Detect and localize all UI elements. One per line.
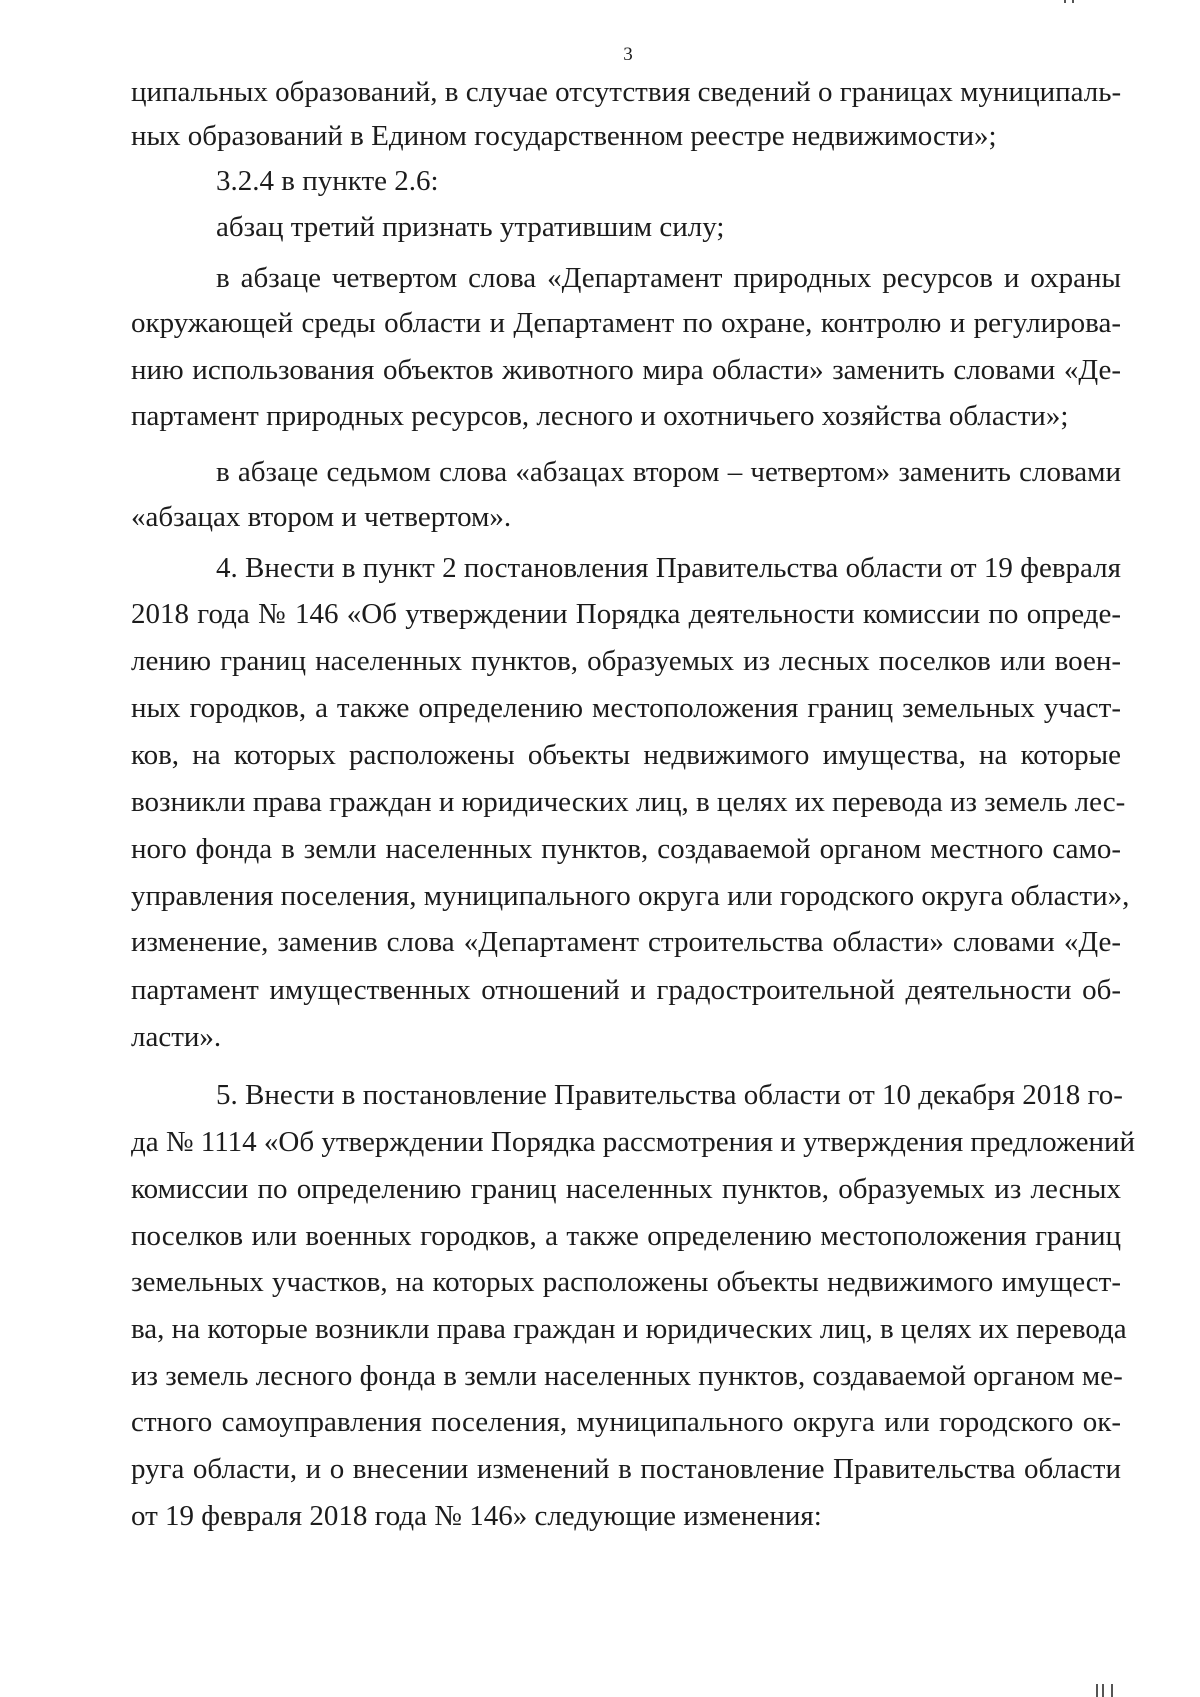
text-line: 4. Внести в пункт 2 постановления Правительства области от 19 февраля	[216, 552, 1121, 584]
text-line: 2018 года № 146 «Об утверждении Порядка деятельности комиссии по опреде-	[131, 598, 1121, 630]
text-line: в абзаце четвертом слова «Департамент природных ресурсов и охраны	[216, 262, 1121, 294]
text-line: стного самоуправления поселения, муниципального округа или городского ок-	[131, 1406, 1121, 1438]
text-line: поселков или военных городков, а также определению местоположения границ	[131, 1220, 1121, 1252]
scan-artifact	[1102, 1684, 1104, 1697]
text-line: да № 1114 «Об утверждении Порядка рассмотрения и утверждения предложений	[131, 1126, 1136, 1158]
text-line: возникли права граждан и юридических лиц, в целях их перевода из земель лес-	[131, 786, 1126, 818]
page-number: 3	[623, 44, 633, 65]
text-line: ков, на которых расположены объекты недвижимого имущества, на которые	[131, 739, 1121, 771]
text-line: ва, на которые возникли права граждан и юридических лиц, в целях их перевода	[131, 1313, 1127, 1345]
text-line: управления поселения, муниципального округа или городского округа области»,	[131, 880, 1130, 912]
text-line: 3.2.4 в пункте 2.6:	[216, 165, 439, 197]
text-line: «абзацах втором и четвертом».	[131, 501, 512, 533]
text-line: ных городков, а также определению местоположения границ земельных участ-	[131, 692, 1121, 724]
text-line: комиссии по определению границ населенных пунктов, образуемых из лесных	[131, 1173, 1121, 1205]
text-line: земельных участков, на которых расположены объекты недвижимого имущест-	[131, 1266, 1121, 1298]
scan-artifact	[1096, 1684, 1098, 1697]
text-line: нию использования объектов животного мира области» заменить словами «Де-	[131, 354, 1121, 386]
text-line: руга области, и о внесении изменений в постановление Правительства области	[131, 1453, 1121, 1485]
text-line: изменение, заменив слова «Департамент строительства области» словами «Де-	[131, 926, 1121, 958]
text-line: партамент природных ресурсов, лесного и охотничьего хозяйства области»;	[131, 400, 1069, 432]
text-line: от 19 февраля 2018 года № 146» следующие изменения:	[131, 1500, 822, 1532]
text-line: 5. Внести в постановление Правительства области от 10 декабря 2018 го-	[216, 1079, 1123, 1111]
text-line: ного фонда в земли населенных пунктов, создаваемой органом местного само-	[131, 833, 1121, 865]
text-line: окружающей среды области и Департамент по охране, контролю и регулирова-	[131, 307, 1121, 339]
scan-artifact	[1111, 1684, 1113, 1697]
text-line: лению границ населенных пунктов, образуемых из лесных поселков или воен-	[131, 645, 1121, 677]
text-line: партамент имущественных отношений и градостроительной деятельности об-	[131, 974, 1121, 1006]
text-line: из земель лесного фонда в земли населенных пунктов, создаваемой органом ме-	[131, 1360, 1123, 1392]
text-line: абзац третий признать утратившим силу;	[216, 211, 725, 243]
scan-artifact	[1072, 0, 1074, 3]
scan-artifact	[1064, 0, 1066, 3]
text-line: ных образований в Едином государственном реестре недвижимости»;	[131, 120, 997, 152]
text-line: в абзаце седьмом слова «абзацах втором – четвертом» заменить словами	[216, 456, 1121, 488]
text-line: ципальных образований, в случае отсутствия сведений о границах муниципаль-	[131, 76, 1122, 108]
text-line: ласти».	[131, 1021, 222, 1053]
